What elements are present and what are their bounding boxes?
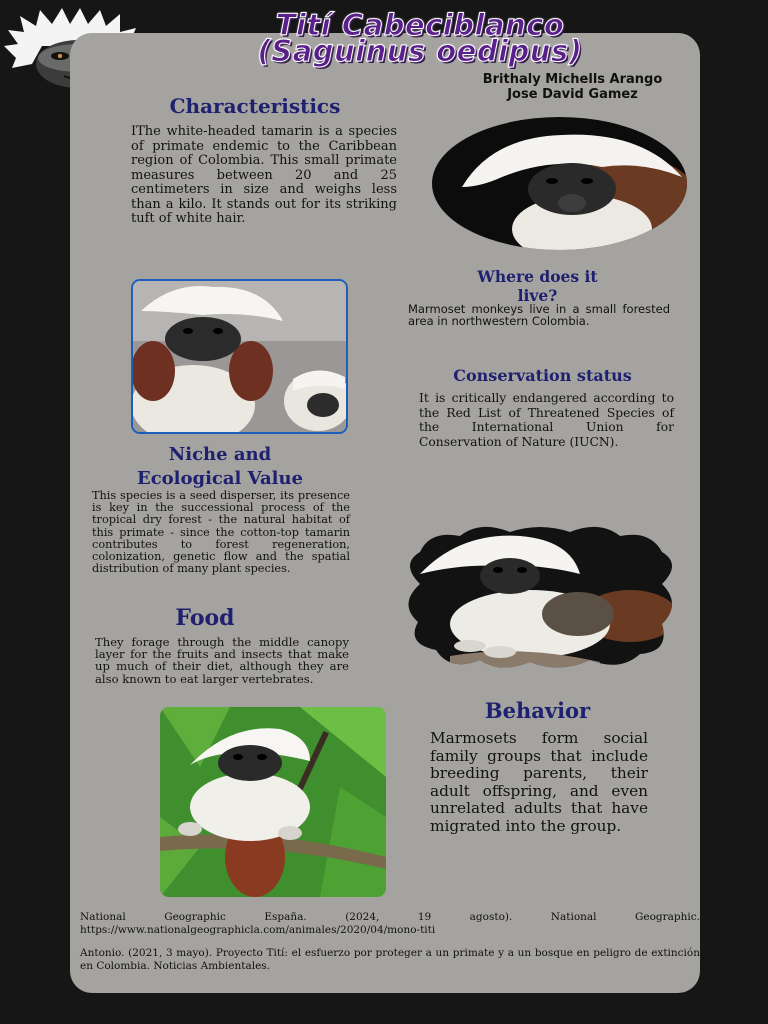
food-heading: Food xyxy=(175,605,235,631)
poster-title xyxy=(150,8,690,68)
reference-1: National Geographic España. (2024, 19 agosto). National Geographic. https://www.nationalgeographicla.com/animales/2020/04/mono-titi xyxy=(80,911,700,936)
tamarin-photo-framed xyxy=(131,279,348,434)
niche-heading-line-2: Ecological Value xyxy=(136,468,304,489)
authors xyxy=(455,72,690,102)
niche-heading xyxy=(95,443,345,491)
title-line-1: Tití Cabeciblanco xyxy=(275,8,565,42)
conservation-text: It is critically endangered according to the Red List of Threatened Species of the International Union for Conservation of Nature (IUCN). xyxy=(419,391,674,449)
characteristics-heading: Characteristics xyxy=(169,94,341,118)
where-text: Marmoset monkeys live in a small forested area in northwestern Colombia. xyxy=(408,302,670,328)
where-heading: Where does it live? xyxy=(477,267,598,305)
characteristics-text: IThe white-headed tamarin is a species of primate endemic to the Caribbean region of Colombia. This small primate measures between 20 and 25 centimeters in size and weighs less than a kilo. It stands out for its striking tuft of white hair. xyxy=(131,124,397,226)
niche-heading-line-1: Niche and xyxy=(168,444,272,465)
title-line-2: (Saguinus oedipus) xyxy=(257,34,583,68)
tamarin-photo-wavy xyxy=(400,524,680,670)
author-1: Brithaly Michells Arango xyxy=(482,72,663,87)
author-2: Jose David Gamez xyxy=(507,87,638,102)
behavior-text: Marmosets form social family groups that include breeding parents, their adult offspring, and even unrelated adults that have migrated into the group. xyxy=(430,729,648,835)
reference-2: Antonio. (2021, 3 mayo). Proyecto Tití: el esfuerzo por proteger a un primate y a un bosque en peligro de extinción en Colombia. Noticias Ambientales. xyxy=(80,947,700,972)
niche-text: This species is a seed disperser, its presence is key in the successional process of the tropical dry forest - the natural habitat of this primate - since the cotton-top tamarin contributes to forest regeneration, colonization, genetic flow and the spatial distribution of many plant species. xyxy=(92,489,350,576)
conservation-heading: Conservation status xyxy=(453,366,632,385)
food-text: They forage through the middle canopy layer for the fruits and insects that make up much of their diet, although they are also known to eat larger vertebrates. xyxy=(95,635,349,686)
tamarin-photo-oval xyxy=(432,117,687,250)
behavior-heading: Behavior xyxy=(484,698,591,723)
tamarin-photo-forest xyxy=(160,707,386,897)
